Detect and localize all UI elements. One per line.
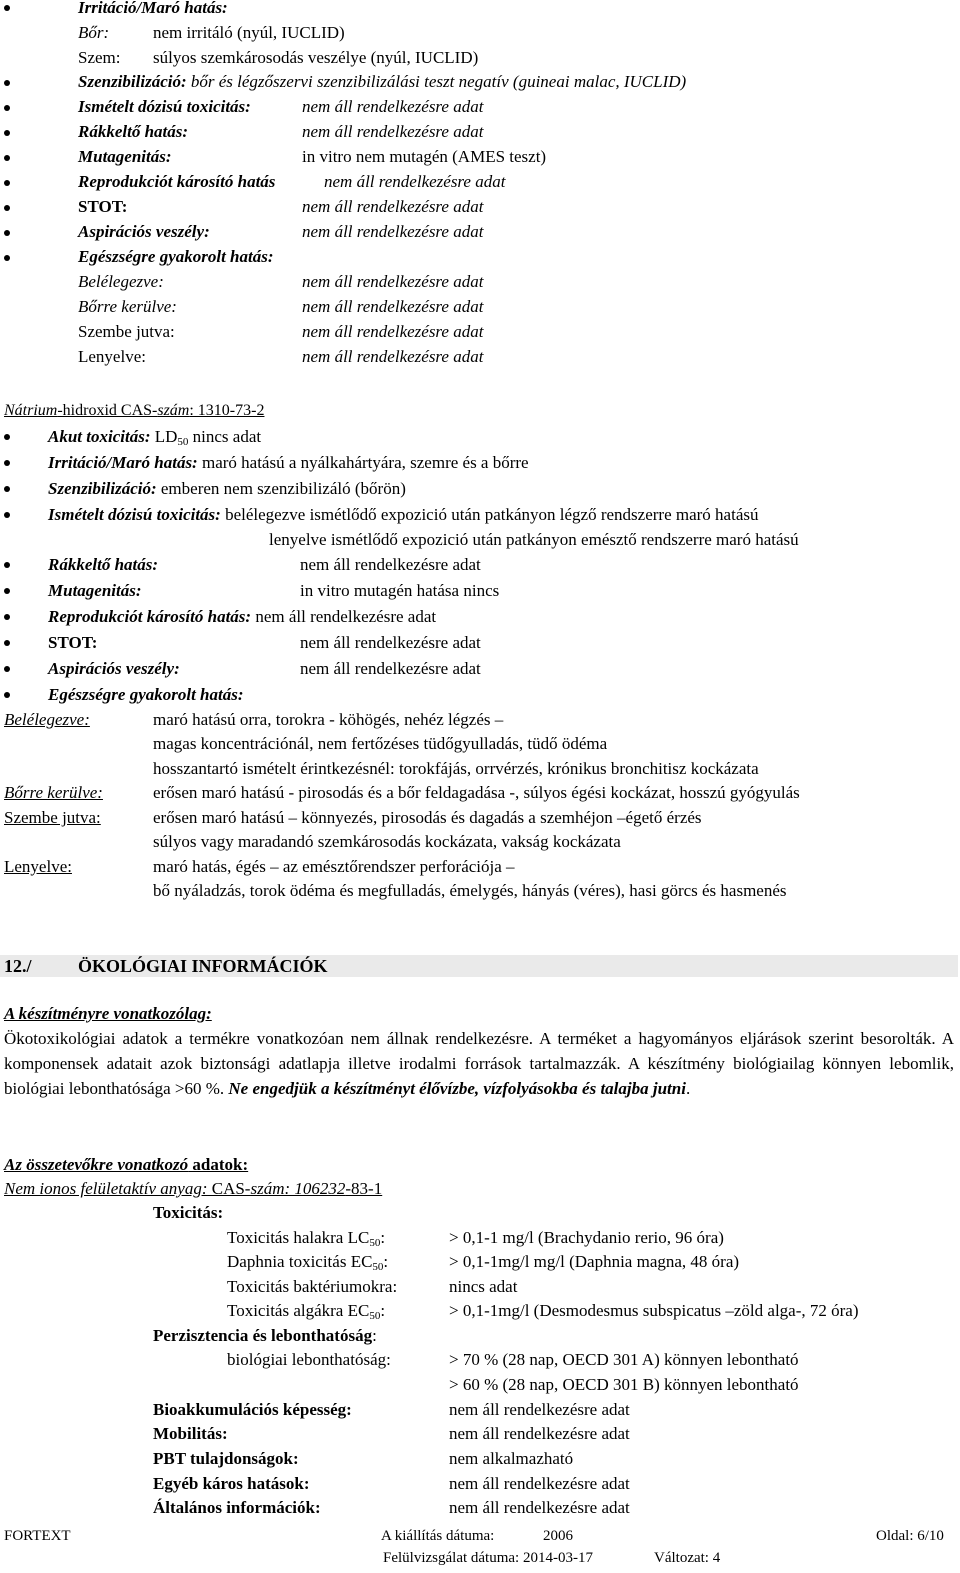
keszitmeny-text: Ökotoxikológiai adatok a termékre vonatkozóan nem állnak rendelkezésre. A terméket a hagyományos eljárások szerint besorolták. A komponensek adatait azok biztonsági adatlapja illetve irodalmi források tartalmazzák. A készítmény biológiailag könnyen lebomlik, biológiai lebonthatósága >60 %.	[4, 1029, 954, 1098]
keszitmeny-end: .	[685, 1078, 691, 1098]
tox-daphnia-label: Daphnia toxicitás $EC_{50}$:	[227, 1252, 389, 1273]
altalanos-value: nem áll rendelkezésre adat	[449, 1498, 630, 1517]
lenyelve-line-2: bő nyáladzás, torok ödéma és megfulladás, émelygés, hányás (véres), hasi görcs és hasmenés	[153, 881, 787, 900]
anyag-cas-number: -83-1	[345, 1179, 383, 1198]
belelegezve-line-2: magas koncentrációnál, nem fertőzéses tüdőgyulladás, tüdő ödéma	[153, 734, 608, 753]
bullet-icon	[4, 180, 10, 186]
footer-issue-date-label: A kiállítás dátuma:	[381, 1528, 495, 1544]
tox-alga-sub: 50	[369, 1310, 381, 1322]
keszitmeny-paragraph	[4, 1027, 954, 1101]
reprodukcio-value: nem áll rendelkezésre adat	[324, 172, 506, 191]
szembe-value: nem áll rendelkezésre adat	[302, 322, 484, 341]
bullet-icon	[4, 486, 10, 492]
akut-value-sub: 50	[177, 436, 189, 448]
reprodukcio-value: nem áll rendelkezésre adat	[255, 607, 437, 626]
egeszseg-label: Egészségre gyakorolt hatás:	[48, 685, 244, 704]
bullet-icon	[4, 562, 10, 568]
footer-issue-date-value: 2006	[543, 1528, 573, 1544]
stot-value: nem áll rendelkezésre adat	[302, 197, 484, 216]
belelegezve-line-1: maró hatású orra, torokra - köhögés, nehéz légzés –	[153, 710, 504, 729]
lenyelve-label: Lenyelve:	[78, 347, 146, 366]
biol-value-1: > 70 % (28 nap, OECD 301 A) könnyen lebontható	[449, 1350, 799, 1369]
tox-bakterium-label: Toxicitás baktériumokra:	[227, 1277, 398, 1296]
bioakk-value: nem áll rendelkezésre adat	[449, 1400, 630, 1419]
substance-cas-prefix: -hidroxid CAS-	[57, 402, 158, 419]
aspiracios-value: nem áll rendelkezésre adat	[300, 659, 481, 678]
akut-value: nincs adat	[192, 427, 262, 446]
aspiracios-label: Aspirációs veszély:	[78, 222, 210, 241]
akut-label: Akut toxicitás:	[48, 427, 151, 446]
bullet-icon	[4, 588, 10, 594]
akut-value-ld: LD	[154, 427, 178, 446]
reprodukcio-label: Reprodukciót károsító hatás:	[48, 607, 252, 626]
egeszseg-label: Egészségre gyakorolt hatás:	[78, 247, 274, 266]
bullet-icon	[4, 692, 10, 698]
bullet-icon	[4, 230, 10, 236]
mobilitas-label: Mobilitás:	[153, 1424, 228, 1443]
szembe-line-2: súlyos vagy maradandó szemkárosodás kockázata, vakság kockázata	[153, 832, 621, 851]
footer-version: Változat: 4	[654, 1550, 721, 1566]
section-title: ÖKOLÓGIAI INFORMÁCIÓK	[78, 956, 328, 976]
bullet-icon	[4, 512, 10, 518]
footer-brand: FORTEXT	[4, 1528, 71, 1544]
irritacio-label: Irritáció/Maró hatás:	[78, 0, 228, 17]
irritacio-row	[48, 451, 529, 476]
anyag-cas-prefix: CAS-	[207, 1179, 251, 1198]
keszitmeny-heading: A készítményre vonatkozólag:	[4, 1004, 212, 1023]
szenzibilizacio-row	[48, 477, 406, 502]
osszetevok-heading-b: adatok:	[188, 1155, 249, 1174]
bullet-icon	[4, 80, 10, 86]
rakkelto-label: Rákkeltő hatás:	[48, 555, 159, 574]
tox-halakra-label: Toxicitás halakra $LC_{50}$:	[227, 1228, 386, 1249]
toxicitas-label: Toxicitás:	[153, 1203, 224, 1222]
belelegezve-label: Belélegezve:	[4, 710, 90, 729]
anyag-heading	[4, 1177, 382, 1202]
bullet-icon	[4, 614, 10, 620]
szenzibilizacio-value: bőr és légzőszervi szenzibilizálási teszt negatív (guineai malac, IUCLID)	[190, 72, 687, 91]
borre-line-1: erősen maró hatású - pirosodás és a bőr feldagadása -, súlyos égési kockázat, hosszú gyógyulás	[153, 783, 800, 802]
egyeb-value: nem áll rendelkezésre adat	[449, 1474, 630, 1493]
borre-label: Bőrre kerülve:	[78, 297, 177, 316]
borre-label: Bőrre kerülve:	[4, 783, 103, 802]
substance-cas-number: : 1310-73-2	[189, 402, 265, 419]
ismetelt-label: Ismételt dózisú toxicitás:	[78, 97, 251, 116]
tox-daphnia-value: > 0,1-1mg/l mg/l (Daphnia magna, 48 óra)	[449, 1252, 740, 1271]
rakkelto-value: nem áll rendelkezésre adat	[302, 122, 484, 141]
bullet-icon	[4, 205, 10, 211]
mutagenitas-label: Mutagenitás:	[48, 581, 142, 600]
aspiracios-value: nem áll rendelkezésre adat	[302, 222, 484, 241]
osszetevok-heading-a: Az összetevőkre vonatkozó	[4, 1155, 189, 1174]
egyeb-label: Egyéb káros hatások:	[153, 1474, 310, 1493]
szenzibilizacio-label: Szenzibilizáció:	[48, 479, 157, 498]
stot-value: nem áll rendelkezésre adat	[300, 633, 481, 652]
tox-daphnia-sub: 50	[372, 1261, 384, 1273]
szem-label: Szem:	[78, 48, 121, 67]
ismetelt-row	[48, 503, 759, 528]
szenzibilizacio-label: Szenzibilizáció:	[78, 72, 187, 91]
bullet-icon	[4, 5, 10, 11]
irritacio-label: Irritáció/Maró hatás:	[48, 453, 198, 472]
borre-value: nem áll rendelkezésre adat	[302, 297, 484, 316]
bullet-icon	[4, 460, 10, 466]
bullet-icon	[4, 255, 10, 261]
mobilitas-value: nem áll rendelkezésre adat	[449, 1424, 630, 1443]
bor-label: Bőr:	[78, 23, 110, 42]
szembe-line-1: erősen maró hatású – könnyezés, pirosodás és dagadás a szemhéjon –égető érzés	[153, 808, 702, 827]
keszitmeny-warning: Ne engedjük a készítményt élővízbe, vízfolyásokba és talajba jutni	[228, 1078, 686, 1098]
szembe-label: Szembe jutva:	[4, 808, 101, 827]
pbt-value: nem alkalmazható	[449, 1449, 574, 1468]
stot-label: STOT:	[48, 633, 98, 652]
szenzibilizacio-value: emberen nem szenzibilizáló (bőrön)	[160, 479, 406, 498]
bullet-icon	[4, 434, 10, 440]
perzisztencia-label: Perzisztencia és lebonthatóság:	[153, 1326, 377, 1345]
szem-value: súlyos szemkárosodás veszélye (nyúl, IUCLID)	[153, 48, 479, 67]
bullet-icon	[4, 130, 10, 136]
belelegezve-label: Belélegezve:	[78, 272, 164, 291]
anyag-cas-szam: szám: 106232	[250, 1179, 346, 1198]
tox-daphnia-text: Daphnia toxicitás EC	[227, 1252, 373, 1271]
lenyelve-line-1: maró hatás, égés – az emésztőrendszer perforációja –	[153, 857, 515, 876]
perzisztencia-text: Perzisztencia és lebonthatóság	[153, 1326, 373, 1345]
mutagenitas-value: in vitro nem mutagén (AMES teszt)	[302, 147, 547, 166]
bor-value: nem irritáló (nyúl, IUCLID)	[153, 23, 345, 42]
lenyelve-value: nem áll rendelkezésre adat	[302, 347, 484, 366]
aspiracios-label: Aspirációs veszély:	[48, 659, 180, 678]
irritacio-value: maró hatású a nyálkahártyára, szemre és a bőrre	[201, 453, 529, 472]
belelegezve-line-3: hosszantartó ismételt érintkezésnél: torokfájás, orrvérzés, krónikus bronchitisz kockázata	[153, 759, 759, 778]
pbt-label: PBT tulajdonságok:	[153, 1449, 299, 1468]
ismetelt-label: Ismételt dózisú toxicitás:	[48, 505, 221, 524]
biol-label: biológiai lebonthatóság:	[227, 1350, 391, 1369]
substance-heading	[4, 399, 264, 424]
substance-name: Nátrium	[4, 402, 58, 419]
tox-halakra-value: > 0,1-1 mg/l (Brachydanio rerio, 96 óra)	[449, 1228, 724, 1247]
mutagenitas-value: in vitro mutagén hatása nincs	[300, 581, 500, 600]
stot-label: STOT:	[78, 197, 128, 216]
osszetevok-heading	[4, 1153, 248, 1178]
tox-alga-value: > 0,1-1mg/l (Desmodesmus subspicatus –zöld alga-, 72 óra)	[449, 1301, 859, 1320]
ismetelt-value: nem áll rendelkezésre adat	[302, 97, 484, 116]
akut-row	[48, 425, 261, 450]
bullet-icon	[4, 155, 10, 161]
rakkelto-value: nem áll rendelkezésre adat	[300, 555, 481, 574]
mutagenitas-label: Mutagenitás:	[78, 147, 172, 166]
tox-halakra-text: Toxicitás halakra LC	[227, 1228, 370, 1247]
szenzibilizacio-row	[78, 70, 686, 95]
rakkelto-label: Rákkeltő hatás:	[78, 122, 189, 141]
bullet-icon	[4, 105, 10, 111]
section-number: 12./	[4, 956, 32, 976]
szembe-label: Szembe jutva:	[78, 322, 175, 341]
reprodukcio-label: Reprodukciót károsító hatás	[78, 172, 276, 191]
ismetelt-value-1: belélegezve ismétlődő expozició után patkányon légző rendszerre maró hatású	[225, 505, 759, 524]
belelegezve-value: nem áll rendelkezésre adat	[302, 272, 484, 291]
footer-revision-date: Felülvizsgálat dátuma: 2014-03-17	[383, 1550, 593, 1566]
tox-alga-label: Toxicitás algákra $EC_{50}$:	[227, 1301, 386, 1322]
bullet-icon	[4, 666, 10, 672]
lenyelve-label: Lenyelve:	[4, 857, 72, 876]
anyag-name: Nem ionos felületaktív anyag:	[4, 1179, 208, 1198]
footer-page-number: Oldal: 6/10	[876, 1528, 944, 1544]
bioakk-label: Bioakkumulációs képesség:	[153, 1400, 352, 1419]
biol-value-2: > 60 % (28 nap, OECD 301 B) könnyen lebontható	[449, 1375, 799, 1394]
ismetelt-value-2: lenyelve ismétlődő expozició után patkányon emésztő rendszerre maró hatású	[269, 530, 799, 549]
bullet-icon	[4, 640, 10, 646]
tox-bakterium-value: nincs adat	[449, 1277, 518, 1296]
substance-cas-szam: szám	[157, 402, 190, 419]
reprodukcio-row	[48, 605, 436, 630]
altalanos-label: Általános információk:	[153, 1498, 321, 1517]
tox-halakra-sub: 50	[369, 1237, 381, 1249]
tox-alga-text: Toxicitás algákra EC	[227, 1301, 370, 1320]
